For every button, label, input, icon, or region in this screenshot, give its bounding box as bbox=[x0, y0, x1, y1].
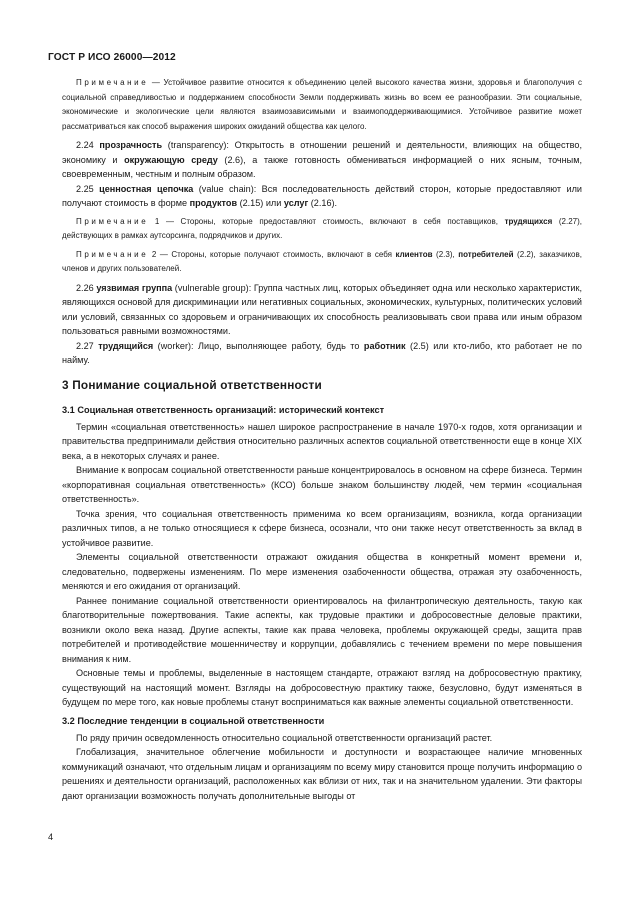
definition-term-ref: окружающую среду bbox=[124, 154, 218, 165]
note-prefix: Примечание bbox=[76, 78, 149, 87]
note-2-25-1 bbox=[62, 215, 582, 244]
definition-2-26 bbox=[62, 281, 582, 339]
definition-term-ref: продуктов bbox=[189, 198, 238, 208]
paragraph: Точка зрения, что социальная ответственность применима ко всем организациям, возникла, когда организации различных типов, а не только относящиеся к сфере бизнеса, осознали, что они также несут ответственность за вклад в устойчивое развитие. bbox=[62, 508, 582, 548]
definition-number: 2.25 bbox=[76, 183, 100, 194]
note-text: (2.2), заказчиков, членов и других пользователей. bbox=[62, 249, 582, 273]
paragraph: Внимание к вопросам социальной ответственности раньше концентрировалось в основном на сфере бизнеса. Термин «корпоративная социальная ответственность» (КСО) больше знаком большинству людей, чем термин «социальная ответственность». bbox=[62, 465, 582, 504]
definition-number: 2.27 bbox=[76, 340, 99, 351]
definition-text: (worker): Лицо, выполняющее работу, будь то bbox=[153, 340, 364, 351]
paragraph: Основные темы и проблемы, выделенные в настоящем стандарте, отражают взгляд на добросовестную практику, существующий на настоящий момент. Взгляды на добросовестную практику также, безусловно, будут изменяться в будущем по мере того, как новые проблемы станут восприниматься как важные элементы социальной ответственности. bbox=[62, 668, 582, 707]
paragraph: Глобализация, значительное облегчение мобильности и доступности и возрастающее наличие мгновенных коммуникаций означают, что отдельным лицам и организациям по всему миру становится проще получить информацию о решениях и деятельности организаций, расположенных как вблизи от них, так и на значительном удалении. Эти факторы дают организации возможность получать дополнительные выгоды от bbox=[62, 747, 582, 801]
section-3-heading: 3 Понимание социальной ответственности bbox=[62, 377, 322, 392]
definition-2-24 bbox=[62, 138, 582, 182]
paragraph: По ряду причин осведомленность относительно социальной ответственности организаций растет. bbox=[76, 732, 493, 743]
note-term-ref: трудящихся bbox=[504, 216, 553, 226]
note-prefix: Примечание bbox=[76, 216, 149, 226]
definition-text: (transparency): Открытость в отношении решений и деятельности, влияющих на общество, экономику и bbox=[62, 140, 582, 165]
definition-text: (vulnerable group): Группа частных лиц, которых объединяет одна или несколько характеристик, являющихся основой для дискриминации или негативных социальных, экономических, культурных, политических условий или условий, связанных со здоровьем и ограничивающих их способность реализовывать свои права или иным образом пользоваться равными возможностями. bbox=[62, 282, 582, 336]
page-content bbox=[62, 76, 582, 803]
definition-term: ценностная цепочка bbox=[99, 183, 194, 194]
definition-2-27 bbox=[62, 339, 582, 368]
definition-text: (2.5) или кто-либо, кто работает не по найму. bbox=[62, 340, 582, 365]
note-text: 2 — Стороны, которые получают стоимость, включают в себя bbox=[148, 249, 396, 259]
section-3-1-heading: 3.1 Социальная ответственность организаций: исторический контекст bbox=[62, 404, 385, 415]
note-term-ref: потребителей bbox=[458, 249, 514, 259]
definition-number: 2.26 bbox=[76, 282, 97, 293]
section-3-2-heading: 3.2 Последние тенденции в социальной ответственности bbox=[62, 715, 325, 726]
definition-text: (2.6), а также готовность обмениваться информацией о них ясным, точным, своевременным, честным и полным образом. bbox=[62, 154, 582, 179]
definition-term: уязвимая группа bbox=[96, 282, 173, 293]
definition-number: 2.24 bbox=[76, 140, 100, 150]
note-term-ref: клиентов bbox=[395, 249, 433, 259]
note-prefix: Примечание bbox=[76, 249, 149, 259]
definition-text: (2.15) или bbox=[237, 198, 284, 208]
definition-text: (2.16). bbox=[308, 198, 338, 208]
page-header: ГОСТ Р ИСО 26000—2012 bbox=[48, 52, 176, 63]
definition-term: прозрачность bbox=[99, 140, 163, 150]
note-text: 1 — Стороны, которые предоставляют стоимость, включают в себя поставщиков, bbox=[148, 216, 505, 226]
note-sustainable-development bbox=[62, 76, 582, 134]
definition-term: трудящийся bbox=[98, 340, 154, 351]
paragraph: Термин «социальная ответственность» нашел широкое распространение в начале 1970-х годов, хотя организации и правительства предпринимали действия относительно различных аспектов социальной ответственности еще в конце XIX века, а в некоторых случаях и ранее. bbox=[62, 421, 582, 461]
note-text: (2.3), bbox=[432, 249, 459, 259]
definition-term-ref: работник bbox=[363, 340, 406, 351]
note-text: (2.27), действующих в рамках аутсорсинга, подрядчиков и других. bbox=[62, 216, 583, 240]
paragraph: Раннее понимание социальной ответственности ориентировалось на филантропическую деятельность, такую как благотворительные пожертвования. Такие аспекты, как трудовые практики и добросовестные деловые практики, возникли около века назад. Другие аспекты, такие как права человека, проблемы окружающей среды, защита прав потребителей и противодействие мошенничеству и коррупции, добавлялись с течением времени по мере повышения внимания к ним. bbox=[62, 595, 582, 664]
definition-2-25 bbox=[62, 182, 582, 211]
definition-term-ref: услуг bbox=[283, 198, 309, 208]
note-2-25-2 bbox=[62, 248, 582, 277]
note-text: — Устойчивое развитие относится к объединению целей высокого качества жизни, здоровья и благополучия с социальной справедливостью и поддержанием способности Земли поддерживать жизнь во всем ее разнообразии. Эти социальные, экономические и экологические цели являются взаимозависимыми и взаимоподдерживающимися. Устойчивое развитие может рассматриваться как способ выражения широких ожиданий общества как целого. bbox=[62, 78, 582, 131]
paragraph: Элементы социальной ответственности отражают ожидания общества в конкретный момент времени и, следовательно, подвержены изменениям. По мере изменения озабоченности общества, отражая эту озабоченность, меняются и его ожидания от организаций. bbox=[62, 552, 582, 591]
definition-text: (value chain): Вся последовательность действий сторон, которые предоставляют или получают стоимость в форме bbox=[62, 183, 582, 208]
page-number: 4 bbox=[48, 832, 54, 842]
